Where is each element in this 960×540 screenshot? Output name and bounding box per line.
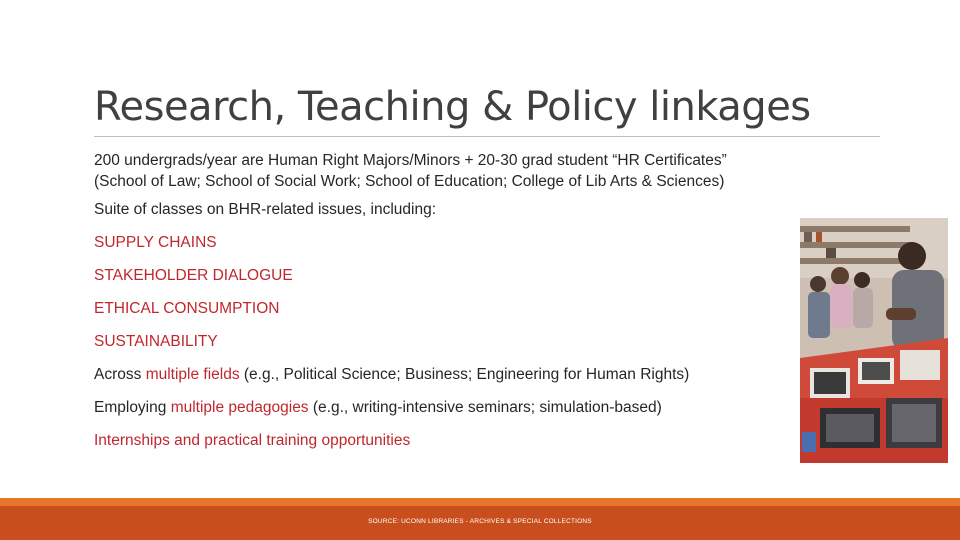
paragraph-internships: Internships and practical training opportunities (94, 432, 411, 449)
pedagogies-detail: (e.g., writing-intensive seminars; simulation-based) (308, 399, 662, 416)
paragraph-classes-intro: Suite of classes on BHR-related issues, including: (94, 201, 437, 218)
pedagogies-prefix: Employing (94, 399, 171, 416)
enrollment-line-2: (School of Law; School of Social Work; School of Education; College of Lib Arts & Sciences) (94, 173, 725, 190)
topic-stakeholder-dialogue: STAKEHOLDER DIALOGUE (94, 267, 293, 284)
students-archive-photo (800, 218, 948, 463)
topic-ethical-consumption: ETHICAL CONSUMPTION (94, 300, 280, 317)
footer-accent-bar (0, 498, 960, 506)
fields-detail: (e.g., Political Science; Business; Engineering for Human Rights) (239, 366, 690, 383)
pedagogies-highlight: multiple pedagogies (170, 399, 309, 416)
enrollment-line-1: 200 undergrads/year are Human Right Majors/Minors + 20-30 grad student “HR Certificates” (94, 152, 727, 169)
fields-highlight: multiple fields (145, 366, 240, 383)
topic-sustainability: SUSTAINABILITY (94, 333, 218, 350)
topic-supply-chains: SUPPLY CHAINS (94, 234, 217, 251)
paragraph-pedagogies (94, 397, 662, 418)
paragraph-multiple-fields (94, 364, 689, 385)
title-divider (94, 136, 880, 137)
photo-illustration (800, 218, 948, 463)
footer-source-credit: SOURCE: UCONN LIBRARIES - ARCHIVES & SPECIAL COLLECTIONS (368, 518, 592, 525)
paragraph-enrollment (94, 150, 727, 192)
fields-prefix: Across (94, 366, 146, 383)
slide-title: Research, Teaching & Policy linkages (94, 84, 811, 130)
